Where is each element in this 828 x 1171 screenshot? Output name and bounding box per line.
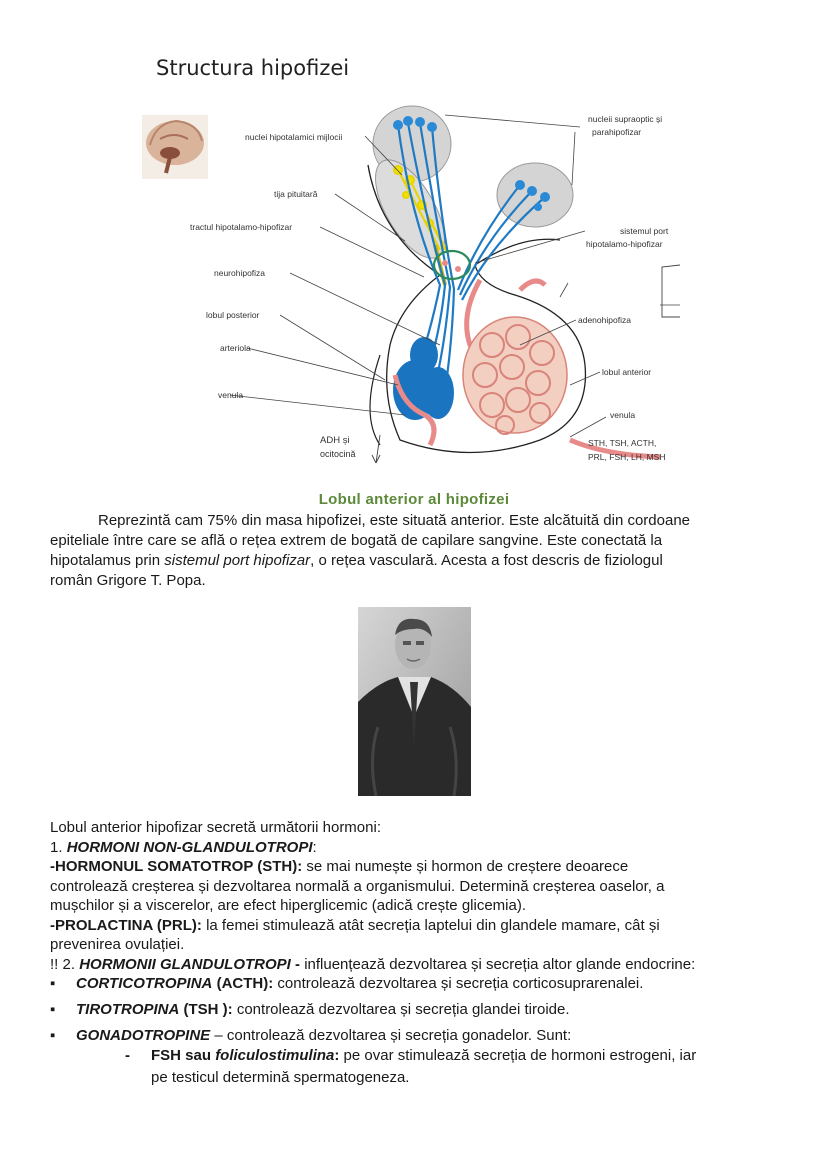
label-adh-1: ADH și bbox=[320, 435, 350, 446]
label-hormones-2: PRL, FSH, LH, MSH bbox=[588, 452, 666, 462]
sth-line-3: mușchilor și a viscerelor, are efect hiperglicemic (adică crește glicemia). bbox=[50, 897, 527, 914]
posterior-lobe-blue bbox=[393, 337, 454, 420]
figure-title: Structura hipofizei bbox=[156, 56, 350, 80]
label-venula-left: venula bbox=[218, 390, 244, 400]
intro-line-4: român Grigore T. Popa. bbox=[50, 572, 206, 589]
portal-system-term: sistemul port hipofizar bbox=[164, 552, 311, 569]
pituitary-structure-figure bbox=[140, 45, 690, 470]
section-title: Lobul anterior al hipofizei bbox=[318, 491, 510, 508]
label-nuclei-supraoptic-2: parahipofizar bbox=[592, 127, 642, 137]
intro-line-3: hipotalamus prin sistemul port hipofizar, o rețea vasculară. Acesta a fost descris de fiziologul bbox=[50, 552, 663, 569]
label-hormones-1: STH, TSH, ACTH, bbox=[588, 438, 657, 448]
anterior-lobe-cells bbox=[463, 317, 567, 434]
brain-thumbnail-icon bbox=[142, 115, 208, 179]
intro-paragraph bbox=[50, 511, 770, 591]
label-sistemul-port-2: hipotalamo-hipofizar bbox=[586, 239, 663, 249]
label-venula-right: venula bbox=[610, 410, 636, 420]
bullet-icon: ▪ bbox=[50, 1027, 56, 1044]
pituitary-diagram bbox=[140, 45, 690, 470]
section2-heading: !! 2. HORMONII GLANDULOTROPI - influențează dezvoltarea și secreția altor glande endocrine: bbox=[50, 955, 696, 973]
label-lobul-posterior: lobul posterior bbox=[206, 310, 260, 320]
sth-line-1: -HORMONUL SOMATOTROP (STH): se mai numește și hormon de creștere deoarece bbox=[50, 858, 629, 875]
label-arteriola: arteriola bbox=[220, 343, 251, 353]
intro-line-2: epiteliale între care se află o rețea extrem de bogată de capilare sangvine. Este conectată la bbox=[50, 532, 663, 549]
label-adh-2: ocitocină bbox=[320, 449, 356, 459]
label-neurohipofiza: neurohipofiza bbox=[214, 268, 266, 278]
label-tractul: tractul hipotalamo-hipofizar bbox=[190, 222, 293, 232]
label-lobul-anterior: lobul anterior bbox=[602, 367, 652, 377]
bullet-icon: ▪ bbox=[50, 1001, 56, 1018]
sth-line-2: controlează creșterea și dezvoltarea normală a organismului. Determină creșterea oaselor, a bbox=[50, 877, 665, 895]
label-tija: tija pituitară bbox=[274, 189, 318, 199]
label-adenohipofiza: adenohipofiza bbox=[578, 315, 631, 325]
hormones-list bbox=[50, 818, 778, 974]
label-nuclei-mijlocii: nuclei hipotalamici mijlocii bbox=[245, 132, 343, 142]
prl-line-1: -PROLACTINA (PRL): la femei stimulează atât secreția laptelui din glandele mamare, cât și bbox=[50, 916, 660, 934]
fsh-subitem bbox=[125, 1045, 778, 1089]
label-nuclei-supraoptic-1: nucleii supraoptic și bbox=[588, 114, 663, 124]
fsh-line-2: pe testicul determină spermatogeneza. bbox=[151, 1069, 410, 1086]
section1-heading: 1. HORMONI NON-GLANDULOTROPI: bbox=[50, 838, 317, 856]
grigore-popa-portrait bbox=[358, 607, 471, 796]
fsh-line-1: FSH sau foliculostimulina: pe ovar stimulează secreția de hormoni estrogeni, iar bbox=[151, 1047, 697, 1064]
bullet-icon: ▪ bbox=[50, 975, 56, 992]
intro-line-1: Reprezintă cam 75% din masa hipofizei, este situată anterior. Este alcătuită din cordoane bbox=[98, 512, 691, 529]
prl-line-2: prevenirea ovulației. bbox=[50, 936, 185, 953]
sub-dash: - bbox=[125, 1047, 130, 1064]
label-sistemul-port-1: sistemul port bbox=[620, 226, 669, 236]
lead-line: Lobul anterior hipofizar secretă următorii hormoni: bbox=[50, 819, 381, 836]
leader-lines bbox=[230, 115, 680, 437]
